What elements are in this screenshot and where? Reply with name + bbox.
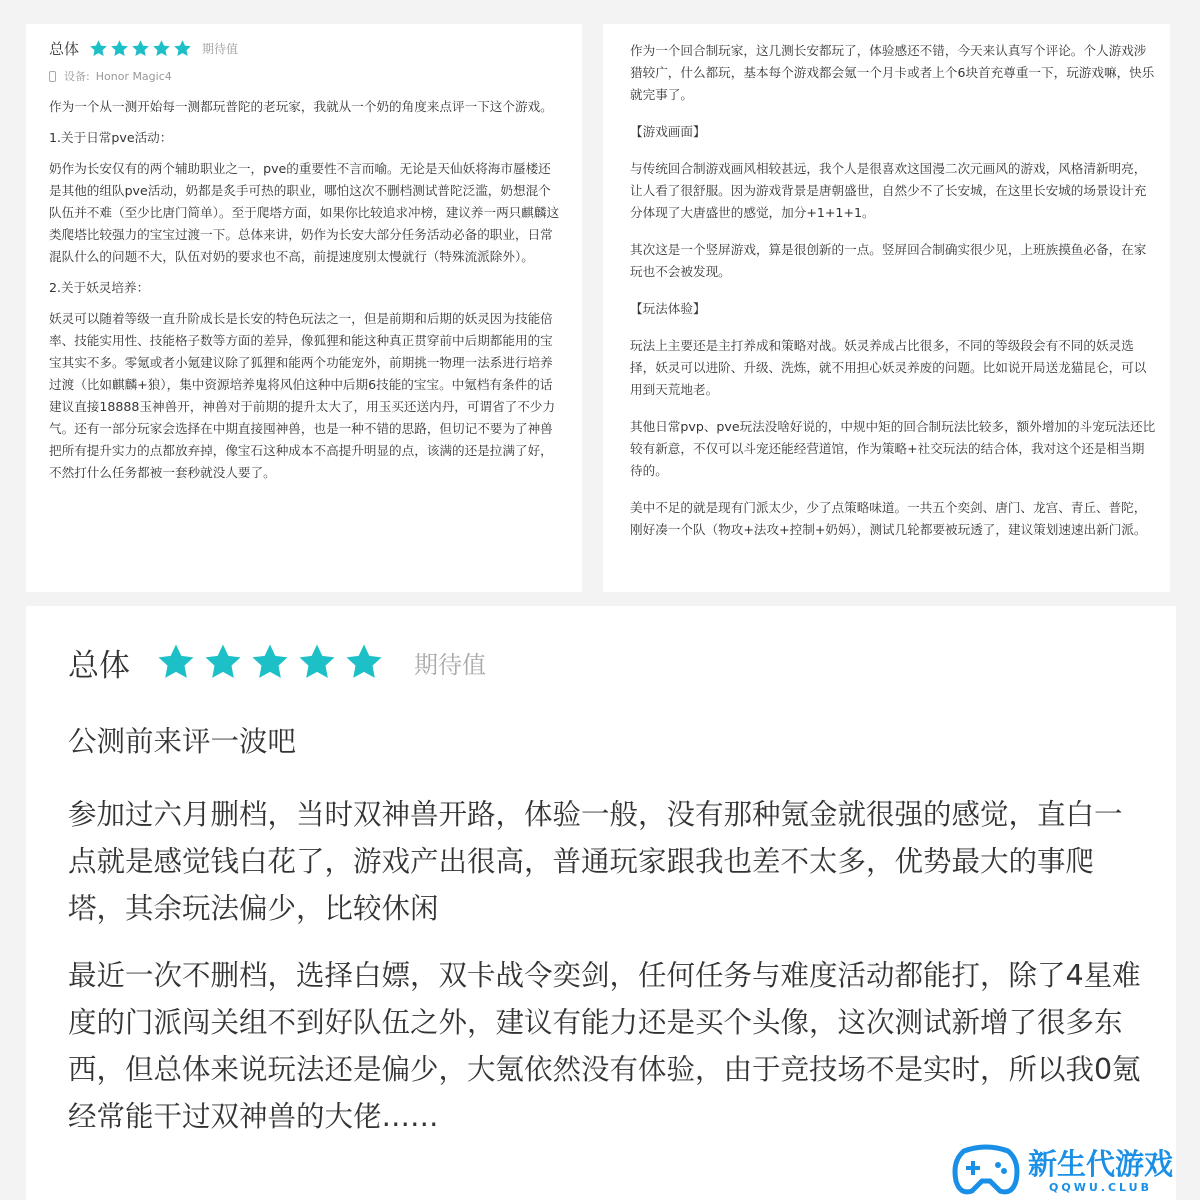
gamepad-plus-icon [950, 1141, 1022, 1199]
review-paragraph: 妖灵可以随着等级一直升阶成长是长安的特色玩法之一，但是前期和后期的妖灵因为技能倍率、技能实用性、技能格子数等方面的差异，像狐狸和能这种真正贯穿前中后期都能用的宝宝其实不多。零氪或者小氪建议除了狐狸和能两个功能宠外，前期挑一物理一法系进行培养过渡（比如麒麟+狼），集中资源培养鬼将风伯这种中后期6技能的宝宝。中氪档有条件的话建议直接18888玉神兽开，神兽对于前期的提升太大了，用玉买还送内丹，可谓省了不少力气。还有一部分玩家会选择在中期直接囤神兽，也是一种不错的思路，但切记不要为了神兽把所有提升实力的点都放弃掉，像宝石这种成本不高提升明显的点，该满的还是拉满了好，不然打什么任务都被一套秒就没人要了。 [49, 311, 556, 480]
star-icon [344, 642, 384, 682]
review-paragraph: 作为一个从一测开始每一测都玩普陀的老玩家，我就从一个奶的角度来点评一下这个游戏。 [49, 99, 553, 114]
device-value: Honor Magic4 [95, 69, 172, 83]
review-paragraph: 最近一次不删档，选择白嫖，双卡战令奕剑，任何任务与难度活动都能打，除了4星难度的门派闯关组不到好队伍之外，建议有能力还是买个头像，这次测试新增了很多东西，但总体来说玩法还是偏少，大氪依然没有体验，由于竞技场不是实时，所以我0氪经常能干过双神兽的大佬…… [68, 959, 1141, 1133]
review-paragraph: 其他日常pvp、pve玩法没啥好说的，中规中矩的回合制玩法比较多，额外增加的斗宠玩法还比较有新意，不仅可以斗宠还能经营道馆，作为策略+社交玩法的结合体，我对这个还是相当期待的。 [630, 419, 1156, 478]
watermark-url: QQWU.CLUB [1049, 1180, 1152, 1194]
review-paragraph: 玩法上主要还是主打养成和策略对战。妖灵养成占比很多，不同的等级段会有不同的妖灵选择，妖灵可以进阶、升级、洗炼，就不用担心妖灵养废的问题。比如说开局送龙猫昆仑，可以用到天荒地老。 [630, 338, 1147, 397]
review-title: 公测前来评一波吧 [68, 725, 297, 758]
star-icon [131, 39, 150, 58]
review-heading: 2.关于妖灵培养： [49, 280, 150, 295]
review-card-bottom [26, 606, 1176, 1200]
star-icon [173, 39, 192, 58]
star-icon [152, 39, 171, 58]
review-paragraph: 作为一个回合制玩家，这几测长安都玩了，体验感还不错，今天来认真写个评论。个人游戏涉猎较广，什么都玩，基本每个游戏都会氪一个月卡或者上个6块首充尊重一下，玩游戏嘛，快乐就完事了。 [630, 43, 1155, 102]
rating-row [68, 642, 1146, 682]
star-icon [89, 39, 108, 58]
review-paragraph: 其次这是一个竖屏游戏，算是很创新的一点。竖屏回合制确实很少见，上班族摸鱼必备，在家玩也不会被发现。 [630, 242, 1147, 279]
star-icon [297, 642, 337, 682]
device-info [49, 68, 562, 84]
review-paragraph: 参加过六月删档，当时双神兽开路，体验一般，没有那种氪金就很强的感觉，直白一点就是感觉钱白花了，游戏产出很高，普通玩家跟我也差不太多，优势最大的事爬塔，其余玩法偏少，比较休闲 [68, 798, 1123, 925]
rating-label: 总体 [68, 647, 130, 684]
star-icon [156, 642, 196, 682]
review-paragraph: 与传统回合制游戏画风相较甚远，我个人是很喜欢这国漫二次元画风的游戏，风格清新明亮，让人看了很舒服。因为游戏背景是唐朝盛世，自然少不了长安城，在这里长安城的场景设计充分体现了大唐盛世的感觉，加分+1+1+1。 [630, 161, 1147, 220]
device-label: 设备: [64, 70, 90, 83]
star-icon [203, 642, 243, 682]
site-watermark [950, 1140, 1200, 1200]
star-icon [110, 39, 129, 58]
watermark-name: 新生代游戏 [1028, 1146, 1174, 1181]
review-card-right [603, 24, 1170, 592]
rating-word: 期待值 [414, 650, 486, 679]
rating-label: 总体 [49, 39, 80, 58]
phone-icon [49, 71, 56, 82]
rating-word: 期待值 [202, 41, 239, 56]
review-paragraph: 奶作为长安仅有的两个辅助职业之一，pve的重要性不言而喻。无论是天仙妖将海市蜃楼还是其他的组队pve活动，奶都是炙手可热的职业，哪怕这次不删档测试普陀泛滥，奶想混个队伍并不难（至少比唐门简单）。至于爬塔方面，如果你比较追求冲榜，建议养一两只麒麟这类爬塔比较强力的宝宝过渡一下。总体来讲，奶作为长安大部分任务活动必备的职业，日常混队什么的问题不大，队伍对奶的要求也不高，前提速度别太慢就行（特殊流派除外）。 [49, 161, 560, 264]
star-rating [156, 642, 384, 682]
review-paragraph: 美中不足的就是现有门派太少，少了点策略味道。一共五个奕剑、唐门、龙宫、青丘、普陀，刚好凑一个队（物攻+法攻+控制+奶妈），测试几轮都要被玩透了，建议策划速速出新门派。 [630, 500, 1147, 537]
review-heading: 1.关于日常pve活动： [49, 130, 173, 145]
star-icon [250, 642, 290, 682]
star-rating [89, 39, 192, 58]
rating-row [49, 32, 562, 64]
section-heading: 【游戏画面】 [630, 124, 706, 139]
section-heading: 【玩法体验】 [630, 301, 706, 316]
review-card-left [26, 24, 582, 592]
